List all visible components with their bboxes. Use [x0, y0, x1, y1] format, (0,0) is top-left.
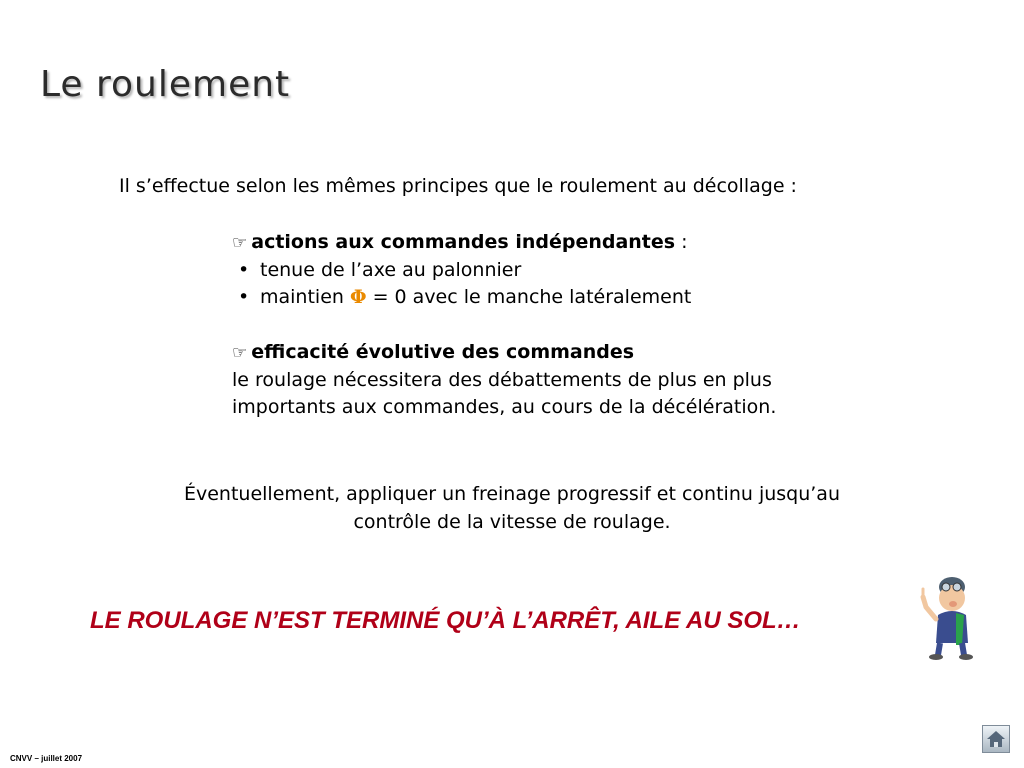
section-actions-colon: : — [675, 231, 688, 253]
phi-symbol: Φ — [349, 286, 367, 308]
section-actions — [232, 229, 691, 311]
bullet-text-after: = 0 avec le manche latéralement — [366, 286, 692, 308]
pilot-mascot-icon — [918, 575, 982, 661]
home-icon — [983, 726, 1009, 752]
section-efficacite-line-1: le roulage nécessitera des débattements de plus en plus — [232, 369, 772, 391]
section-efficacite-line-2: importants aux commandes, au cours de la décélération. — [232, 396, 777, 418]
intro-text: Il s’effectue selon les mêmes principes que le roulement au décollage : — [119, 175, 797, 197]
note-line-1: Éventuellement, appliquer un freinage progressif et continu jusqu’au — [183, 483, 840, 505]
note-block — [0, 480, 1024, 536]
bullet-text-before: maintien — [260, 286, 350, 308]
section-efficacite-heading-line — [232, 339, 776, 367]
pointing-hand-icon: ☞ — [232, 343, 248, 363]
note-line-2: contrôle de la vitesse de roulage. — [353, 511, 671, 533]
actions-list — [232, 257, 691, 311]
warning-banner: LE ROULAGE N’EST TERMINÉ QU’À L’ARRÊT, AILE AU SOL… — [90, 607, 801, 634]
footer-text: CNVV – juillet 2007 — [10, 754, 83, 763]
section-efficacite — [232, 339, 776, 421]
section-actions-heading-line — [232, 229, 691, 257]
pointing-hand-icon: ☞ — [232, 233, 248, 253]
section-actions-heading: actions aux commandes indépendantes — [251, 231, 676, 253]
list-item: • tenue de l’axe au palonnier — [260, 257, 691, 284]
page-title: Le roulement — [40, 64, 291, 105]
list-item — [260, 284, 691, 311]
home-button[interactable] — [982, 725, 1010, 753]
section-efficacite-heading: efficacité évolutive des commandes — [251, 341, 635, 363]
